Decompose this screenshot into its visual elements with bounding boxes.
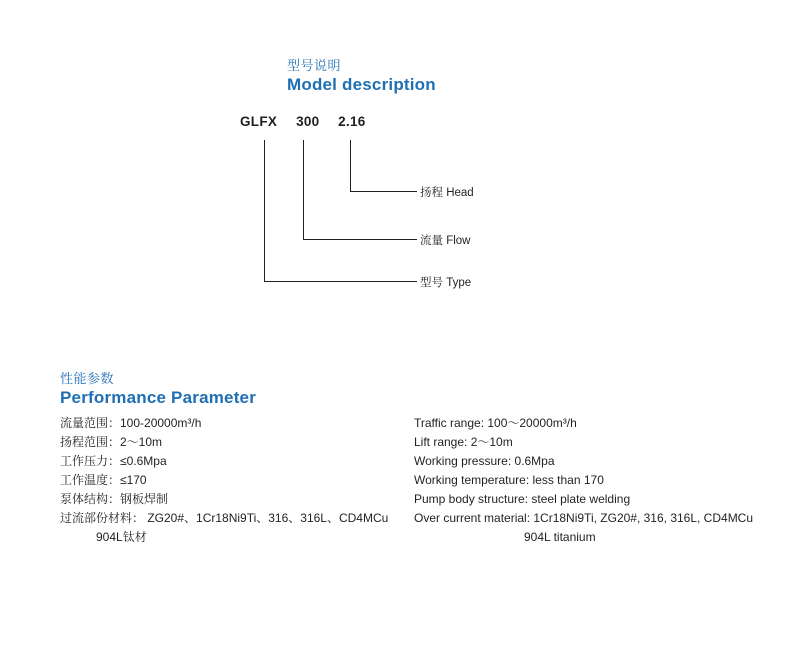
param-line: Working pressure: 0.6Mpa — [414, 454, 555, 468]
param-line: Lift range: 2～10m — [414, 435, 513, 449]
model-description-heading-en: Model description — [287, 75, 436, 95]
performance-parameter-heading — [60, 371, 256, 409]
performance-parameters-english — [414, 414, 774, 547]
leader-line-head-vertical — [350, 140, 351, 192]
performance-parameter-heading-cn: 性能参数 — [60, 371, 115, 386]
param-line: 工作压力：≤0.6Mpa — [60, 454, 167, 468]
leader-line-type-horizontal — [264, 281, 417, 282]
leader-line-type-vertical — [264, 140, 265, 282]
leader-label-type: 型号 Type — [420, 277, 472, 289]
param-line: 泵体结构：钢板焊制 — [60, 492, 169, 506]
param-line: Traffic range: 100～20000m³/h — [414, 416, 577, 430]
param-line: 过流部份材料： ZG20#、1Cr18Ni9Ti、316、316L、CD4MCu — [60, 511, 389, 525]
param-line: Over current material: 1Cr18Ni9Ti, ZG20#, 316, 316L, CD4MCu — [414, 511, 754, 525]
model-code-flow: 300 — [296, 114, 320, 129]
param-line: 904L titanium — [524, 530, 596, 544]
leader-label-head: 扬程 Head — [420, 187, 474, 199]
param-line: 扬程范围：2～10m — [60, 435, 163, 449]
leader-label-flow: 流量 Flow — [420, 235, 471, 247]
param-line: 工作温度：≤170 — [60, 473, 147, 487]
param-line: Pump body structure: steel plate welding — [414, 492, 631, 506]
performance-parameter-heading-en: Performance Parameter — [60, 388, 257, 408]
leader-line-head-horizontal — [350, 191, 417, 192]
model-description-heading — [287, 58, 436, 96]
model-code-type: GLFX — [240, 114, 278, 129]
param-line: Working temperature: less than 170 — [414, 473, 604, 487]
model-code-head: 2.16 — [338, 114, 366, 129]
leader-line-flow-horizontal — [303, 239, 417, 240]
model-code-row — [240, 114, 378, 129]
param-line: 904L钛材 — [96, 530, 147, 544]
param-line: 流量范围：100-20000m³/h — [60, 416, 202, 430]
model-description-heading-cn: 型号说明 — [287, 58, 342, 73]
leader-line-flow-vertical — [303, 140, 304, 240]
performance-parameters-chinese — [60, 414, 400, 547]
